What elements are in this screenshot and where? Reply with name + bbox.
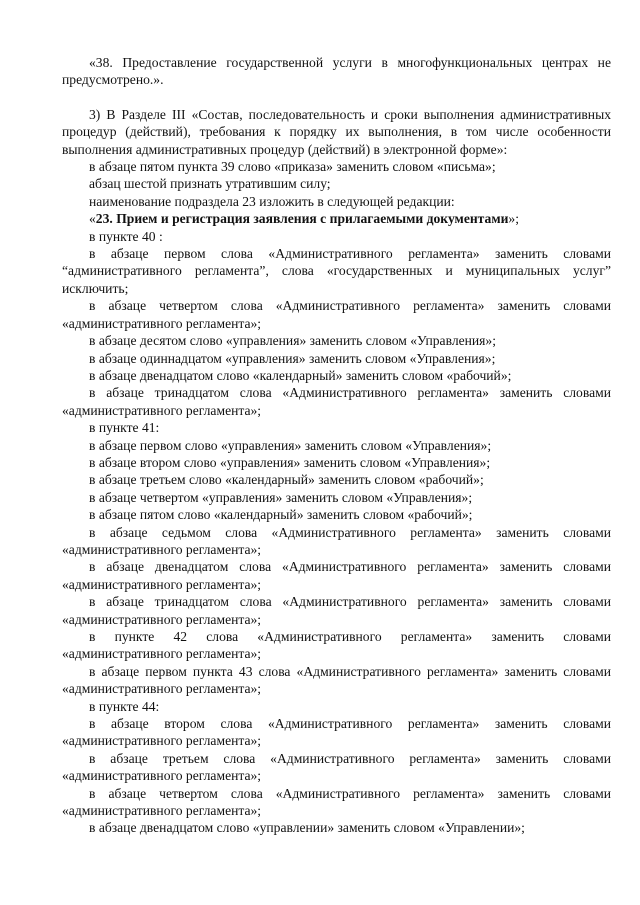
paragraph-item: в абзаце двенадцатом слово «управлении» заменить словом «Управлении»;	[89, 820, 525, 836]
paragraph-item: абзац шестой признать утратившим силу;	[89, 176, 331, 192]
paragraph-item: в пункте 40 :	[89, 228, 163, 244]
heading-close-quote: »;	[508, 211, 519, 227]
paragraph-item: в абзаце пятом слово «календарный» заменить словом «рабочий»;	[89, 507, 473, 523]
heading-open-quote: «	[89, 211, 96, 227]
paragraph-item: в абзаце втором слова «Административного регламента» заменить словами «административного регламента»;	[62, 716, 611, 749]
subsection-heading	[62, 210, 611, 227]
paragraph-item: в пункте 41:	[89, 420, 160, 436]
paragraph-item: в абзаце четвертом слова «Административного регламента» заменить словами «административного регламента»;	[62, 785, 611, 819]
paragraph-item: в абзаце тринадцатом слова «Административного регламента» заменить словами «административного регламента»;	[62, 594, 611, 627]
paragraph-item: в абзаце двенадцатом слова «Административного регламента» заменить словами «административного регламента»;	[62, 559, 611, 592]
paragraph-item: в пункте 44:	[89, 698, 160, 714]
paragraph-item: в абзаце третьем слова «Административного регламента» заменить словами «административного регламента»;	[62, 750, 611, 784]
paragraph-item: в абзаце первом слова «Административного регламента» заменить словами “административного регламента”, слова «государственных и муниципальных услуг” исключить;	[62, 246, 611, 296]
document-body	[62, 54, 611, 837]
paragraph-item: в абзаце седьмом слова «Административного регламента» заменить словами «административного регламента»;	[62, 524, 611, 557]
paragraph-item: в абзаце пятом пункта 39 слово «приказа» заменить словом «письма»;	[89, 159, 496, 175]
paragraph-item: в абзаце первом пункта 43 слова «Административного регламента» заменить словами «административного регламента»;	[62, 663, 611, 697]
paragraph-item: в абзаце четвертом «управления» заменить словом «Управления»;	[89, 489, 473, 505]
paragraph-item: в абзаце десятом слово «управления» заменить словом «Управления»;	[89, 333, 497, 349]
paragraph-item: в абзаце третьем слово «календарный» заменить словом «рабочий»;	[89, 472, 484, 488]
paragraph-item: в пункте 42 слова «Административного регламента» заменить словами «административного регламента»;	[62, 629, 611, 662]
paragraph-item: в абзаце втором слово «управления» заменить словом «Управления»;	[89, 454, 491, 470]
paragraph-item: в абзаце тринадцатом слова «Административного регламента» заменить словами «административного регламента»;	[62, 385, 611, 418]
paragraph-item: в абзаце первом слово «управления» заменить словом «Управления»;	[89, 437, 492, 453]
paragraph-38: «38. Предоставление государственной услуги в многофункциональных центрах не предусмотрено.».	[62, 55, 611, 88]
heading-bold-title: 23. Прием и регистрация заявления с прилагаемыми документами	[95, 211, 509, 227]
paragraph-item: в абзаце одиннадцатом «управления» заменить словом «Управления»;	[89, 350, 496, 366]
paragraph-item: в абзаце двенадцатом слово «календарный» заменить словом «рабочий»;	[89, 367, 512, 383]
paragraph-item: наименование подраздела 23 изложить в следующей редакции:	[89, 193, 455, 209]
paragraph-section-3: 3) В Разделе III «Состав, последовательность и сроки выполнения административных процедур (действий), требования к порядку их выполнения, в том числе особенности выполнения административных процедур (действий) в электронной форме»:	[62, 106, 611, 157]
paragraph-item: в абзаце четвертом слова «Административного регламента» заменить словами «административного регламента»;	[62, 298, 611, 331]
